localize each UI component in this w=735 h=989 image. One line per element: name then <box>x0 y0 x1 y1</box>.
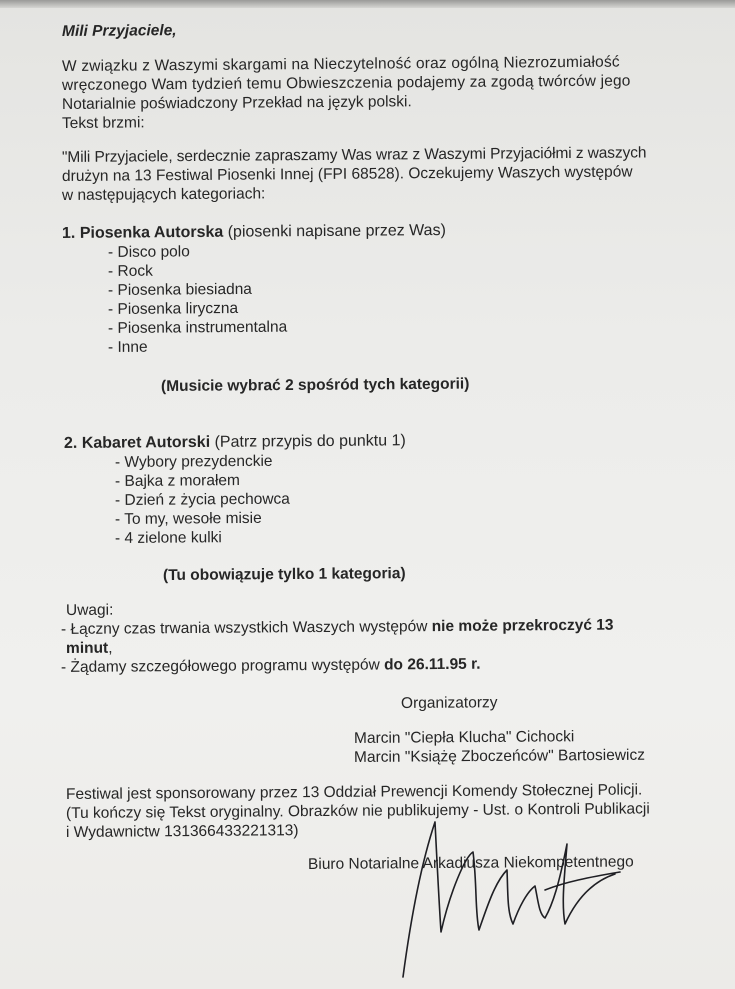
section2-heading <box>64 431 406 453</box>
closing-line-1: Festiwal jest sponsorowany przez 13 Oddział Prewencji Komendy Stołecznej Policji. <box>65 781 643 803</box>
section2-item-3: - Dzień z życia pechowca <box>114 490 290 509</box>
organizer-2: Marcin "Książę Zboczeńców" Bartosiewicz <box>353 746 646 766</box>
salutation: Mili Przyjaciele, <box>61 22 177 40</box>
remarks-line-1 <box>61 616 614 639</box>
remarks-line-1-bold: nie może przekroczyć 13 <box>431 616 614 636</box>
quote-line-1: "Mili Przyjaciele, serdecznie zapraszamy Was wraz z Waszymi Przyjaciółmi z waszych <box>61 144 647 166</box>
remarks-line-1-text: - Łączny czas trwania wszystkich Waszych występów <box>60 618 428 638</box>
section2-item-4: - To my, wesołe misie <box>114 509 262 528</box>
section2-footer: (Tu obowiązuje tylko 1 kategoria) <box>162 565 406 584</box>
section1-item-6: - Inne <box>107 338 148 356</box>
section1-item-4: - Piosenka liryczna <box>107 299 239 318</box>
intro-line-1: W związku z Waszymi skargami na Nieczytelność oraz ogólną Niezrozumiałość <box>61 53 620 75</box>
section2-item-2: - Bajka z morałem <box>114 472 240 490</box>
handwritten-signature <box>395 812 635 982</box>
section1-footer: (Musicie wybrać 2 spośród tych kategorii) <box>160 375 470 395</box>
section1-item-3: - Piosenka biesiadna <box>107 280 252 299</box>
remarks-comma: , <box>108 639 113 657</box>
intro-line-2: wręczonego Wam tydzień temu Obwieszczenia podajemy za zgodą twórców jego <box>61 72 631 94</box>
remarks-deadline: do 26.11.95 r. <box>383 655 481 674</box>
section1-note: (piosenki napisane przez Was) <box>227 221 446 241</box>
remarks-minut: minut <box>65 639 109 657</box>
quote-line-2: drużyn na 13 Festiwal Piosenki Innej (FPI 68528). Oczekujemy Waszych występów <box>61 163 633 185</box>
page-top-edge <box>0 0 735 8</box>
organizers-heading: Organizatorzy <box>400 694 498 712</box>
organizer-1: Marcin "Ciepła Klucha" Cichocki <box>353 728 575 747</box>
section2-title: 2. Kabaret Autorski <box>63 433 211 452</box>
section1-title: 1. Piosenka Autorska <box>61 223 224 242</box>
section1-item-1: - Disco polo <box>107 243 190 261</box>
quote-line-3: w następujących kategoriach: <box>61 185 266 204</box>
section1-heading <box>62 221 446 243</box>
remarks-line-1-cont <box>66 639 113 658</box>
section2-item-5: - 4 zielone kulki <box>114 529 222 547</box>
section1-item-2: - Rock <box>107 262 153 280</box>
intro-line-3: Notarialnie poświadczony Przekład na język polski. <box>61 93 412 113</box>
section1-item-5: - Piosenka instrumentalna <box>107 318 288 337</box>
remarks-line-2-text: - Żądamy szczegółowego programu występów <box>60 656 380 676</box>
notary-line: Biuro Notarialne Arkadiusza Niekompetentnego <box>307 853 634 873</box>
remarks-heading: Uwagi: <box>65 601 114 619</box>
intro-line-4: Tekst brzmi: <box>61 114 145 132</box>
section2-item-1: - Wybory prezydenckie <box>114 452 273 471</box>
closing-line-2: (Tu kończy się Tekst oryginalny. Obrazków nie publikujemy - Ust. o Kontroli Publikacji <box>65 800 650 822</box>
section2-note: (Patrz przypis do punktu 1) <box>214 432 406 451</box>
closing-line-3: i Wydawnictw 131366433221313) <box>65 822 299 841</box>
remarks-line-2 <box>61 655 481 677</box>
